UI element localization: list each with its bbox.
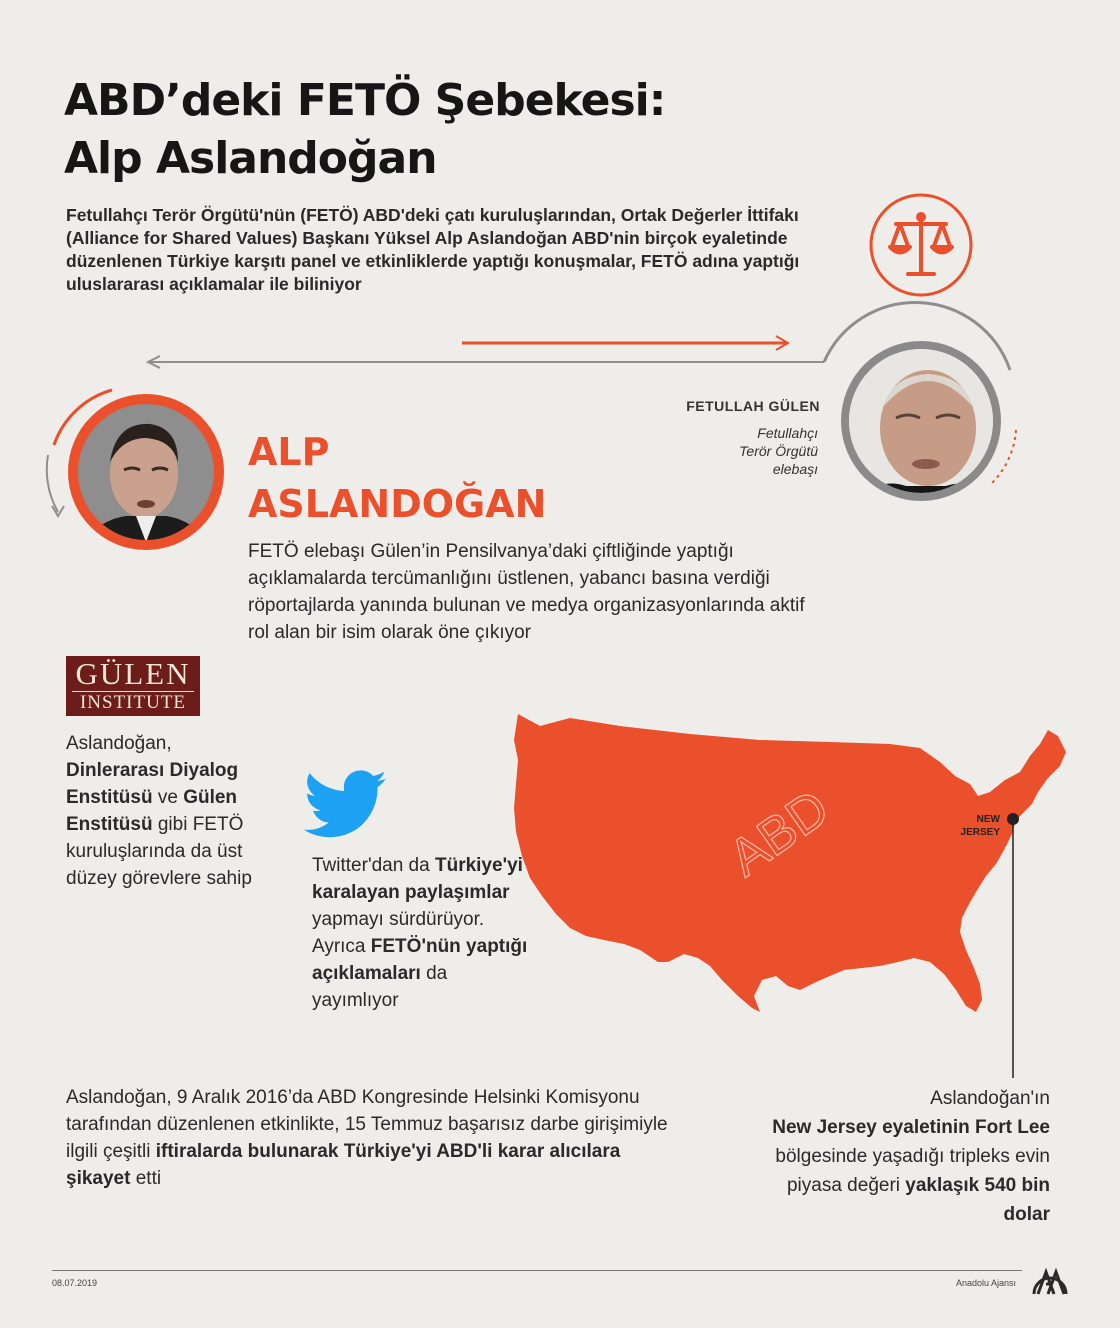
- congress-text: [66, 1084, 686, 1192]
- alp-aslandogan-photo: [66, 392, 226, 552]
- footer-divider: [52, 1270, 1022, 1271]
- twitter-text-3: da yayımlıyor: [312, 963, 448, 1011]
- house-bold-1: New Jersey eyaletinin Fort Lee: [772, 1117, 1050, 1138]
- institutes-text-3: gibi FETÖ kuruluşlarında da üst düzey görevlere sahip: [66, 814, 252, 889]
- house-text-1: Aslandoğan'ın: [930, 1088, 1050, 1109]
- institutes-text-1: Aslandoğan,: [66, 733, 172, 754]
- institutes-bold-1: Dinlerarası Diyalog Enstitüsü: [66, 760, 239, 808]
- twitter-text-2: yapmayı sürdürüyor. Ayrıca: [312, 909, 485, 957]
- twitter-bold-2: FETÖ'nün yaptığı açıklamaları: [312, 936, 528, 984]
- twitter-text: [312, 852, 532, 1014]
- anadolu-agency-logo-icon: [1030, 1260, 1070, 1296]
- usa-map: [500, 700, 1090, 1090]
- institutes-text-2: ve: [152, 787, 184, 808]
- congress-text-2: etti: [130, 1168, 162, 1189]
- state-label-line-1: NEW: [976, 814, 1000, 825]
- title-line-2: Alp Aslandoğan: [64, 133, 437, 184]
- institutes-text: [66, 730, 266, 892]
- house-bold-2: yaklaşık 540 bin dolar: [905, 1175, 1050, 1225]
- twitter-text-1: Twitter'dan da: [312, 855, 435, 876]
- logo-top-text: GÜLEN: [75, 656, 191, 691]
- page-title: [64, 72, 824, 188]
- leader-description: [678, 424, 818, 478]
- person-name-line-1: ALP: [248, 430, 330, 474]
- person-name: [248, 426, 608, 530]
- leader-desc-line-3: elebaşı: [772, 461, 818, 477]
- house-text: [750, 1084, 1050, 1229]
- footer-date: 08.07.2019: [52, 1278, 98, 1288]
- twitter-bold-1: Türkiye'yi karalayan paylaşımlar: [312, 855, 523, 903]
- usa-map-shape: [514, 714, 1066, 1012]
- fetullah-gulen-photo: [836, 336, 1006, 506]
- leader-name: FETULLAH GÜLEN: [686, 398, 820, 414]
- person-name-line-2: ASLANDOĞAN: [248, 482, 547, 526]
- title-line-1: ABD’deki FETÖ Şebekesi:: [64, 75, 666, 126]
- congress-bold-1: iftiralarda bulunarak Türkiye'yi ABD'li karar alıcılara şikayet: [66, 1141, 621, 1189]
- footer-agency: Anadolu Ajansı: [956, 1278, 1017, 1288]
- gulen-institute-logo: [66, 656, 200, 716]
- intro-text: Fetullahçı Terör Örgütü'nün (FETÖ) ABD'deki çatı kuruluşlarından, Ortak Değerler İttifakı (Alliance for Shared Values) Başkanı Yüksel Alp Aslandoğan ABD'nin birçok eyaletinde düzenlenen Türkiye karşıtı panel ve etkinliklerde yaptığı konuşmalar, FETÖ adına yaptığı uluslararası açıklamalar ile biliniyor: [66, 205, 800, 294]
- map-country-label: ABD: [718, 778, 840, 888]
- twitter-bird-icon: [302, 770, 390, 840]
- house-text-2: bölgesinde yaşadığı tripleks evin piyasa değeri: [775, 1146, 1050, 1196]
- logo-bottom-text: INSTITUTE: [79, 692, 187, 713]
- leader-desc-line-2: Terör Örgütü: [739, 443, 818, 459]
- congress-text-1: Aslandoğan, 9 Aralık 2016’da ABD Kongresinde Helsinki Komisyonu tarafından düzenlenen etkinlikte, 15 Temmuz başarısız darbe girişimiyle ilgili çeşitli: [66, 1087, 668, 1162]
- state-label-line-2: JERSEY: [960, 827, 1000, 838]
- person-description: FETÖ elebaşı Gülen’in Pensilvanya’daki çiftliğinde yaptığı açıklamalarda tercümanlığını üstlenen, yabancı basına verdiği röportajlarda yanında bulunan ve medya organizasyonlarında aktif rol alan bir isim olarak öne çıkıyor: [248, 541, 805, 643]
- leader-desc-line-1: Fetullahçı: [757, 425, 818, 441]
- institutes-bold-2: Gülen Enstitüsü: [66, 787, 238, 835]
